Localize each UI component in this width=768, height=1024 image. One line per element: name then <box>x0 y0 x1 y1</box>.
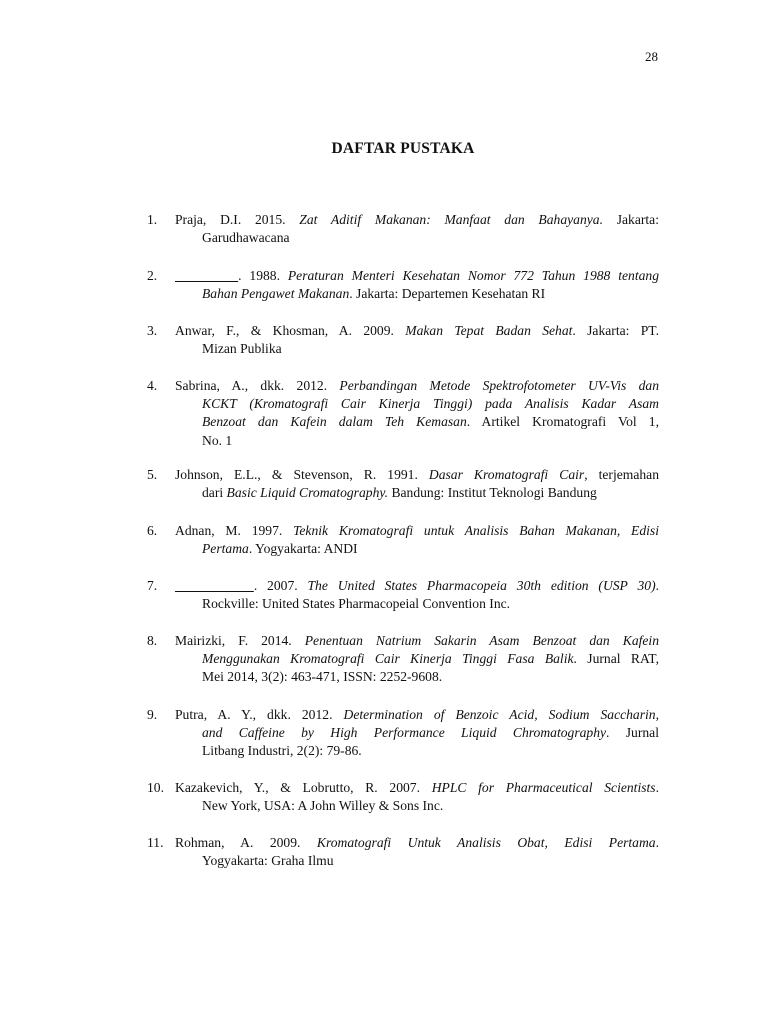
reference-text-run: and Caffeine by High Performance Liquid Chromatography <box>202 725 607 741</box>
reference-number: 10. <box>147 780 164 795</box>
reference-continuation-line <box>202 540 659 558</box>
reference-text-run: Bandung: Institut Teknologi Bandung <box>388 485 597 501</box>
reference-text-run: Pertama <box>202 541 249 557</box>
reference-item <box>147 834 659 870</box>
reference-text-run: Putra, A. Y., dkk. 2012. <box>175 707 344 722</box>
page-number: 28 <box>645 49 658 64</box>
reference-number: 3. <box>147 323 158 338</box>
reference-continuation-line <box>202 742 659 760</box>
reference-text-run: Rohman, A. 2009. <box>175 835 317 850</box>
reference-item <box>147 322 659 358</box>
reference-number: 7. <box>147 578 158 593</box>
reference-text-run: . <box>655 835 659 850</box>
reference-text-run: Benzoat dan Kafein dalam Teh Kemasan <box>202 414 467 430</box>
reference-text-run: Garudhawacana <box>202 230 290 246</box>
reference-first-line <box>175 377 659 395</box>
reference-text-run: Bahan Pengawet Makanan <box>202 286 350 302</box>
reference-text-run: Sabrina, A., dkk. 2012. <box>175 378 340 393</box>
reference-text-run: dari <box>202 485 227 501</box>
reference-text-run: Teknik Kromatografi untuk Analisis Bahan Makanan, Edisi <box>293 523 659 538</box>
reference-text-run: Determination of Benzoic Acid, Sodium Saccharin, <box>343 707 659 722</box>
reference-text-run: Praja, D.I. 2015. <box>175 212 300 227</box>
reference-text-run: Anwar, F., & Khosman, A. 2009. <box>175 323 406 338</box>
reference-number: 9. <box>147 707 158 722</box>
reference-text-run: Penentuan Natrium Sakarin Asam Benzoat dan Kafein <box>304 633 660 648</box>
reference-first-line <box>175 466 659 484</box>
reference-text-run: . <box>655 578 659 593</box>
reference-text-run: Zat Aditif Makanan: Manfaat dan Bahayanya. <box>299 212 603 227</box>
reference-text-run: No. 1 <box>202 432 233 448</box>
reference-item <box>147 632 659 687</box>
reference-text-run: . Artikel Kromatografi Vol 1, <box>466 414 659 430</box>
reference-text-run: HPLC for Pharmaceutical Scientists <box>431 780 656 795</box>
reference-text-run <box>175 578 254 593</box>
reference-text-run: . <box>655 780 659 795</box>
reference-text-run: Mairizki, F. 2014. <box>175 633 305 648</box>
reference-text-run: Kromatografi Untuk Analisis Obat, Edisi Pertama <box>316 835 656 850</box>
reference-text-run: Jakarta: <box>602 212 659 227</box>
reference-text-run: Makan Tepat Badan Sehat <box>405 323 573 338</box>
page-title: DAFTAR PUSTAKA <box>331 140 475 157</box>
reference-item <box>147 377 659 450</box>
reference-item <box>147 466 659 502</box>
reference-text-run: Mei 2014, 3(2): 463-471, ISSN: 2252-9608. <box>202 669 443 685</box>
reference-text-run: . Yogyakarta: ANDI <box>248 541 358 557</box>
reference-first-line <box>175 779 659 797</box>
reference-text-run: Mizan Publika <box>202 341 282 357</box>
reference-first-line <box>175 211 659 229</box>
reference-first-line <box>175 577 659 595</box>
reference-text-run: . 2007. <box>253 578 308 593</box>
reference-number: 1. <box>147 212 158 227</box>
reference-text-run: Menggunakan Kromatografi Cair Kinerja Tinggi Fasa Balik <box>202 651 574 667</box>
reference-continuation-line <box>202 229 659 247</box>
reference-text-run: Dasar Kromatografi Cair <box>428 467 585 482</box>
reference-item <box>147 706 659 761</box>
reference-number: 2. <box>147 268 158 283</box>
reference-first-line <box>175 632 659 650</box>
reference-continuation-line <box>202 724 659 742</box>
reference-text-run: . Jurnal <box>606 725 659 741</box>
reference-number: 11. <box>147 835 164 850</box>
reference-text-run: . Jurnal RAT, <box>573 651 659 667</box>
reference-continuation-line <box>202 285 659 303</box>
reference-text-run: Yogyakarta: Graha Ilmu <box>202 853 334 869</box>
reference-number: 4. <box>147 378 158 393</box>
reference-continuation-line <box>202 595 659 613</box>
reference-text-run: , terjemahan <box>584 467 660 482</box>
reference-first-line <box>175 522 659 540</box>
reference-text-run: Basic Liquid Cromatography. <box>226 485 389 501</box>
reference-first-line <box>175 267 659 285</box>
reference-text-run: . Jakarta: PT. <box>572 323 659 338</box>
reference-item <box>147 211 659 247</box>
reference-text-run: Johnson, E.L., & Stevenson, R. 1991. <box>175 467 429 482</box>
reference-continuation-line <box>202 852 659 870</box>
reference-item <box>147 267 659 303</box>
reference-text-run: Perbandingan Metode Spektrofotometer UV-Vis dan <box>339 378 659 393</box>
reference-continuation-line <box>202 340 659 358</box>
reference-text-run: Litbang Industri, 2(2): 79-86. <box>202 743 362 759</box>
reference-text-run: Kazakevich, Y., & Lobrutto, R. 2007. <box>175 780 432 795</box>
reference-text-run: . 1988. <box>238 268 288 283</box>
reference-text-run: Adnan, M. 1997. <box>175 523 294 538</box>
reference-item <box>147 577 659 613</box>
reference-text-run <box>175 268 238 283</box>
reference-text-run: Peraturan Menteri Kesehatan Nomor 772 Tahun 1988 tentang <box>287 268 660 283</box>
reference-text-run: KCKT (Kromatografi Cair Kinerja Tinggi) pada Analisis Kadar Asam <box>202 396 659 412</box>
reference-continuation-line <box>202 668 659 686</box>
reference-number: 8. <box>147 633 158 648</box>
reference-item <box>147 779 659 815</box>
reference-continuation-line <box>202 797 659 815</box>
reference-text-run: The United States Pharmacopeia 30th edition (USP 30) <box>307 578 656 593</box>
reference-number: 6. <box>147 523 158 538</box>
reference-continuation-line <box>202 484 659 502</box>
reference-item <box>147 522 659 558</box>
reference-number: 5. <box>147 467 158 482</box>
reference-text-run: Rockville: United States Pharmacopeial Convention Inc. <box>202 596 511 612</box>
reference-continuation-line <box>202 432 659 450</box>
reference-continuation-line <box>202 413 659 431</box>
reference-continuation-line <box>202 395 659 413</box>
reference-text-run: . Jakarta: Departemen Kesehatan RI <box>349 286 546 302</box>
reference-text-run: New York, USA: A John Willey & Sons Inc. <box>202 798 444 814</box>
reference-first-line <box>175 834 659 852</box>
reference-first-line <box>175 706 659 724</box>
reference-continuation-line <box>202 650 659 668</box>
reference-first-line <box>175 322 659 340</box>
